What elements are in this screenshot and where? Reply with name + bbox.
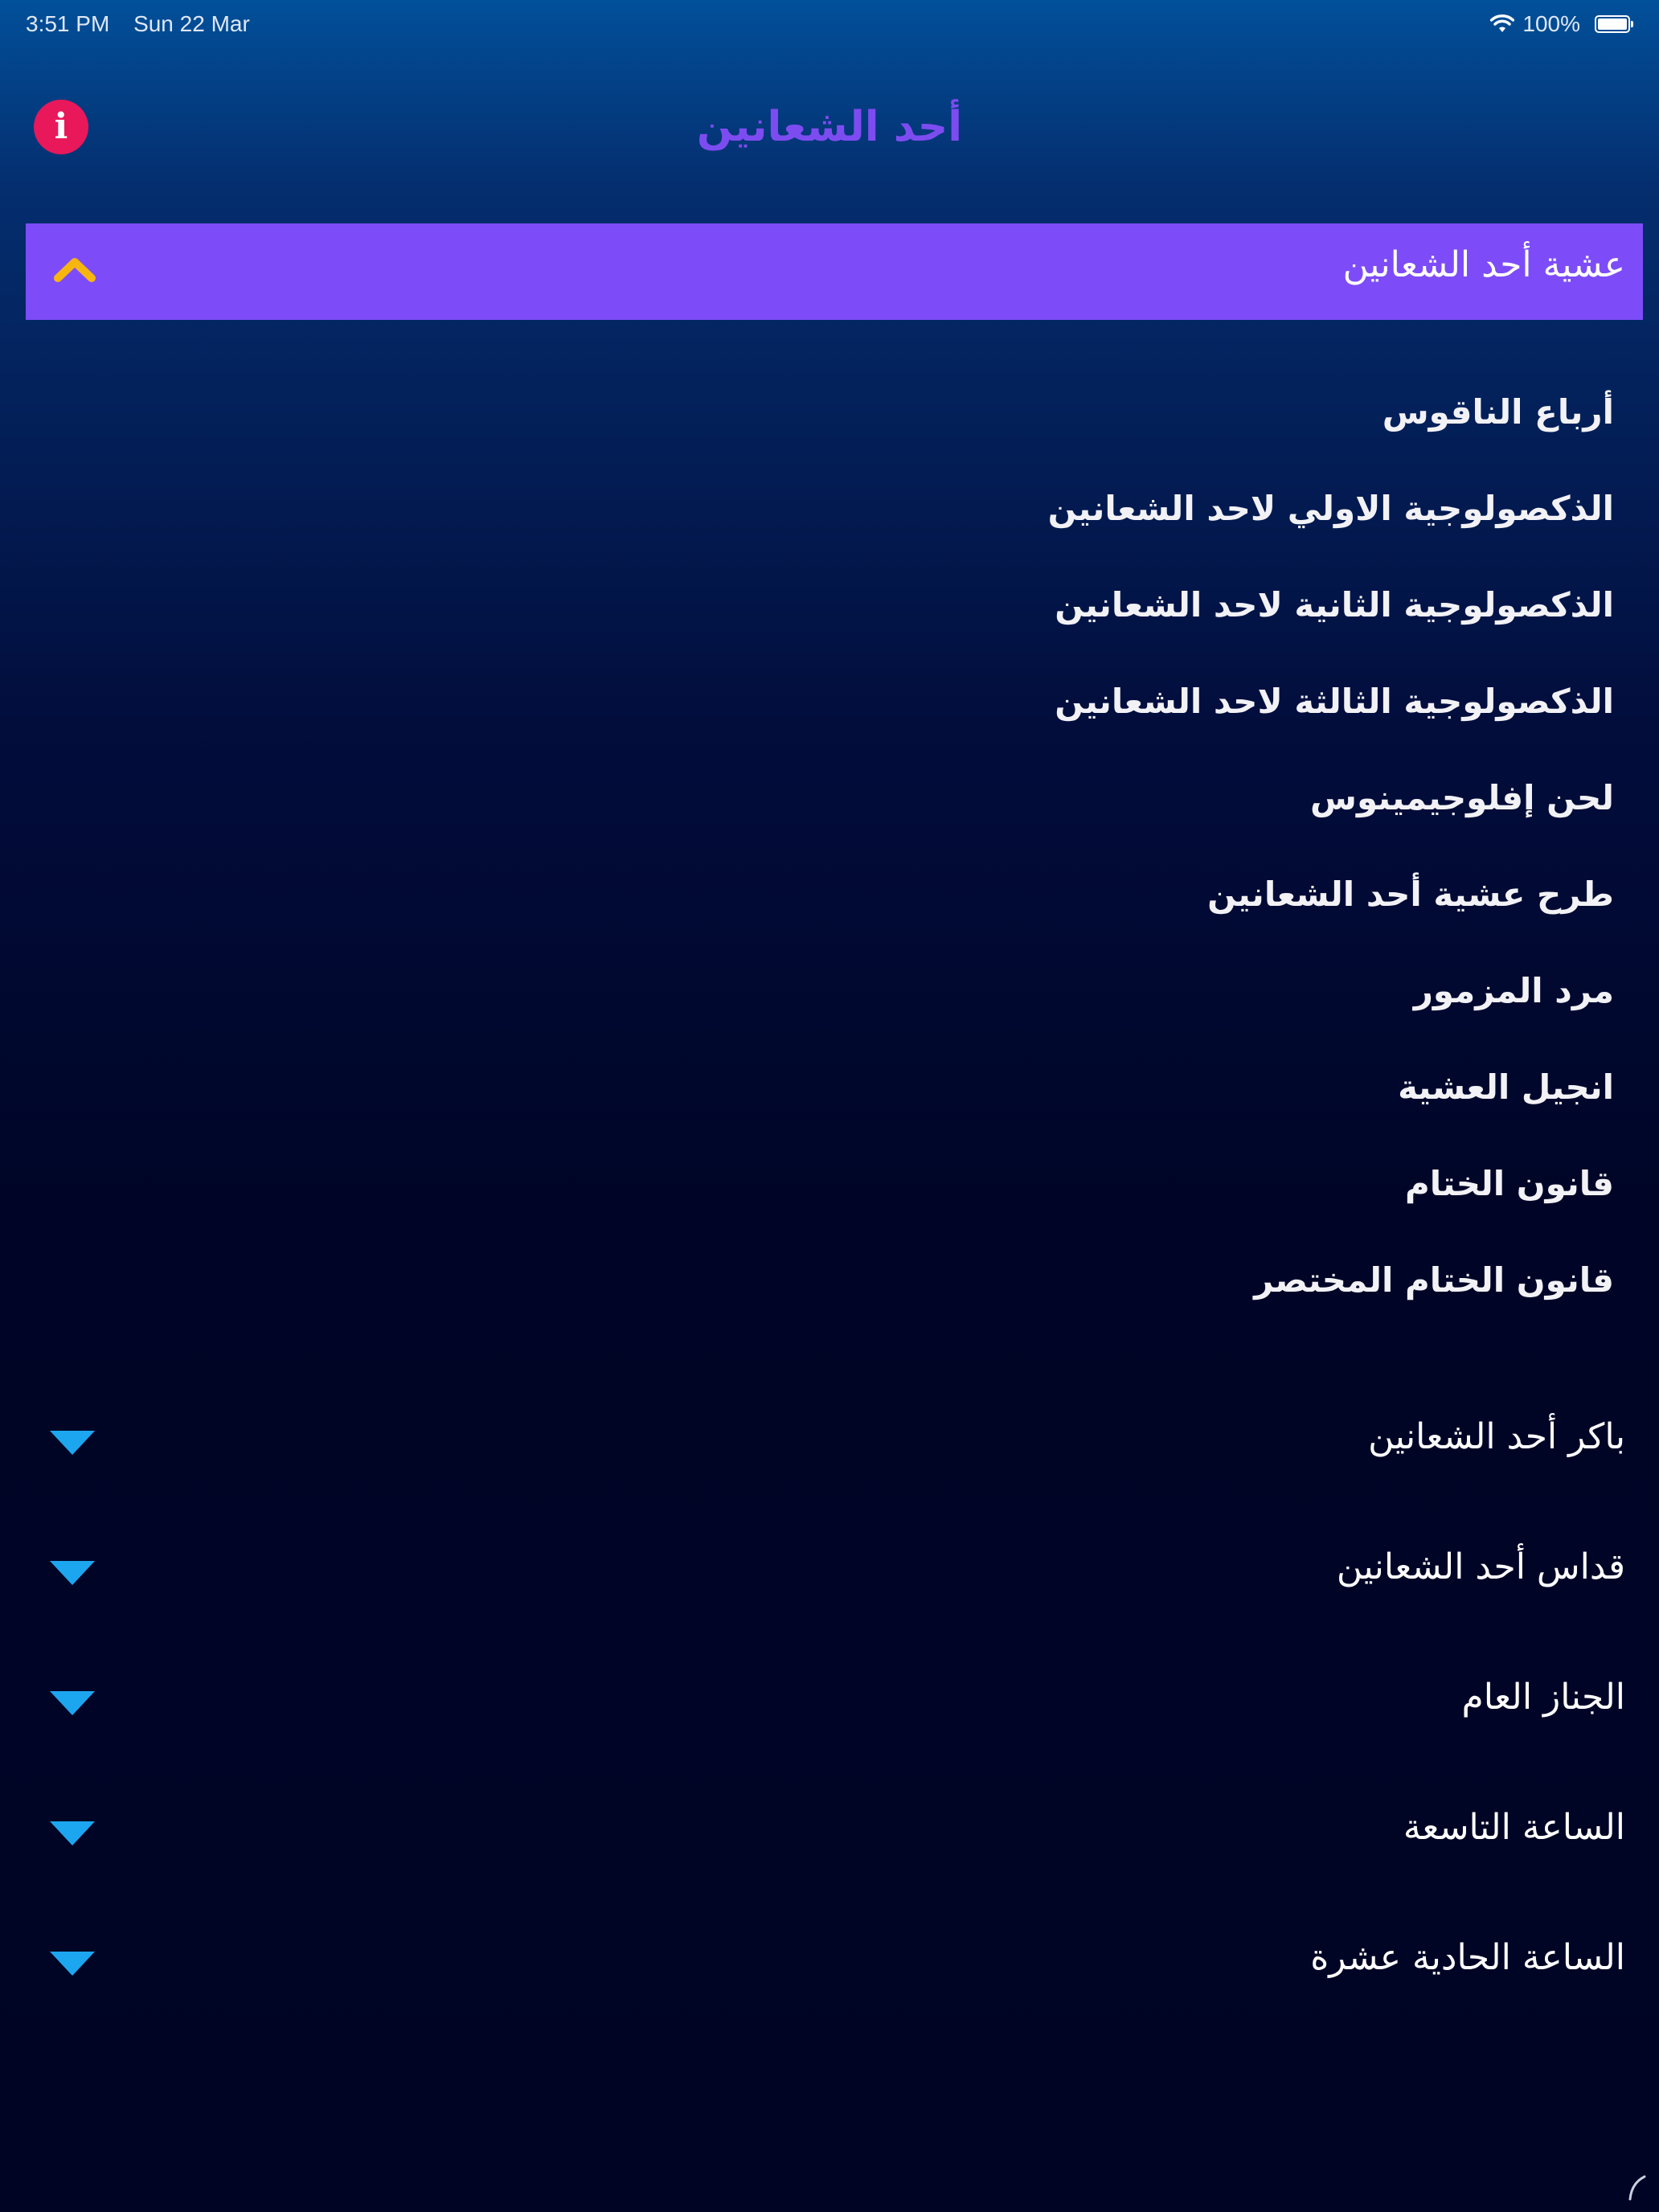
section-header-collapsed[interactable] bbox=[26, 1529, 1643, 1609]
list-item[interactable]: الذكصولوجية الثالثة لاحد الشعانين bbox=[1055, 682, 1614, 721]
section-header-label: عشية أحد الشعانين bbox=[1342, 244, 1625, 285]
list-item[interactable]: الذكصولوجية الثانية لاحد الشعانين bbox=[1055, 585, 1614, 625]
caret-down-icon bbox=[50, 1691, 95, 1715]
section-header-label: الساعة التاسعة bbox=[1403, 1807, 1625, 1848]
wifi-icon bbox=[1490, 14, 1514, 34]
list-item[interactable]: قانون الختام المختصر bbox=[1254, 1260, 1614, 1300]
section-header-label: باكر أحد الشعانين bbox=[1368, 1416, 1625, 1457]
section-header-collapsed[interactable] bbox=[26, 1399, 1643, 1479]
list-item[interactable]: انجيل العشية bbox=[1398, 1067, 1614, 1107]
info-icon: i bbox=[54, 106, 68, 147]
section-header-collapsed[interactable] bbox=[26, 1659, 1643, 1739]
section-header-expanded[interactable] bbox=[26, 223, 1643, 320]
status-time: 3:51 PM bbox=[26, 11, 110, 36]
status-time-date bbox=[26, 11, 268, 37]
caret-down-icon bbox=[50, 1821, 95, 1845]
status-date: Sun 22 Mar bbox=[133, 11, 250, 36]
resize-grip-icon bbox=[1627, 2173, 1648, 2201]
list-item[interactable]: قانون الختام bbox=[1405, 1164, 1614, 1203]
list-item[interactable]: طرح عشية أحد الشعانين bbox=[1207, 875, 1614, 914]
list-item[interactable]: مرد المزمور bbox=[1413, 971, 1614, 1010]
battery-fill bbox=[1598, 18, 1627, 30]
battery-icon bbox=[1595, 15, 1630, 33]
section-header-collapsed[interactable] bbox=[26, 1919, 1643, 2000]
section-header-label: قداس أحد الشعانين bbox=[1336, 1546, 1625, 1587]
chevron-up-icon bbox=[53, 252, 96, 285]
caret-down-icon bbox=[50, 1431, 95, 1455]
caret-down-icon bbox=[50, 1952, 95, 1976]
list-item[interactable]: لحن إفلوجيمينوس bbox=[1310, 778, 1614, 817]
list-item[interactable]: أرباع الناقوس bbox=[1382, 392, 1614, 432]
status-indicators bbox=[1490, 11, 1630, 37]
page-title: أحد الشعانين bbox=[696, 103, 963, 151]
battery-percent: 100% bbox=[1522, 11, 1580, 36]
list-item[interactable]: الذكصولوجية الاولي لاحد الشعانين bbox=[1047, 489, 1614, 528]
status-bar bbox=[0, 0, 1659, 51]
section-header-collapsed[interactable] bbox=[26, 1789, 1643, 1870]
caret-down-icon bbox=[50, 1561, 95, 1585]
section-header-label: الجناز العام bbox=[1461, 1677, 1625, 1718]
section-header-label: الساعة الحادية عشرة bbox=[1310, 1937, 1625, 1978]
